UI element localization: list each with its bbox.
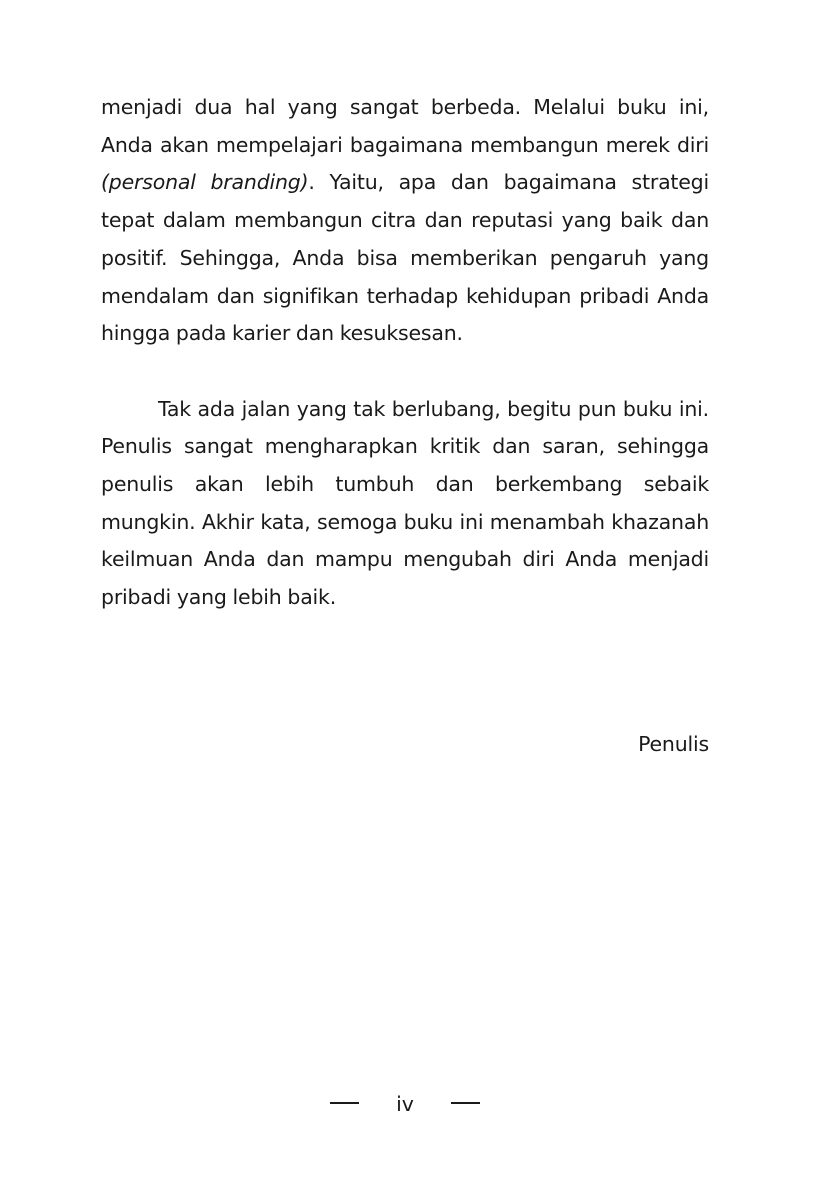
page-body [101, 89, 709, 617]
footer-dash-right [451, 1102, 480, 1104]
paragraph-1 [101, 89, 709, 353]
paragraph-2: Tak ada jalan yang tak berlubang, begitu pun buku ini. Penulis sangat mengharapkan kritik dan saran, sehingga penulis akan lebih tumbuh dan berkembang sebaik mungkin. Akhir kata, semoga buku ini menambah khazanah keilmuan Anda dan mampu mengubah diri Anda menjadi pribadi yang lebih baik. [101, 396, 709, 610]
page-number: iv [396, 1092, 414, 1116]
paragraph-1-text-start: menjadi dua hal yang sangat berbeda. Melalui buku ini, Anda akan mempelajari bagaimana membangun merek diri [101, 95, 709, 157]
page-footer [0, 1087, 828, 1121]
paragraph-1-text-end: . Yaitu, apa dan bagaimana strategi tepat dalam membangun citra dan reputasi yang baik dan positif. Sehingga, Anda bisa memberikan pengaruh yang mendalam dan signifikan terhadap kehidupan pribadi Anda hingga pada karier dan kesuksesan. [101, 170, 709, 346]
paragraph-1-italic-term: (personal branding) [101, 170, 309, 195]
author-signature: Penulis [638, 732, 709, 756]
footer-dash-left [330, 1102, 359, 1104]
